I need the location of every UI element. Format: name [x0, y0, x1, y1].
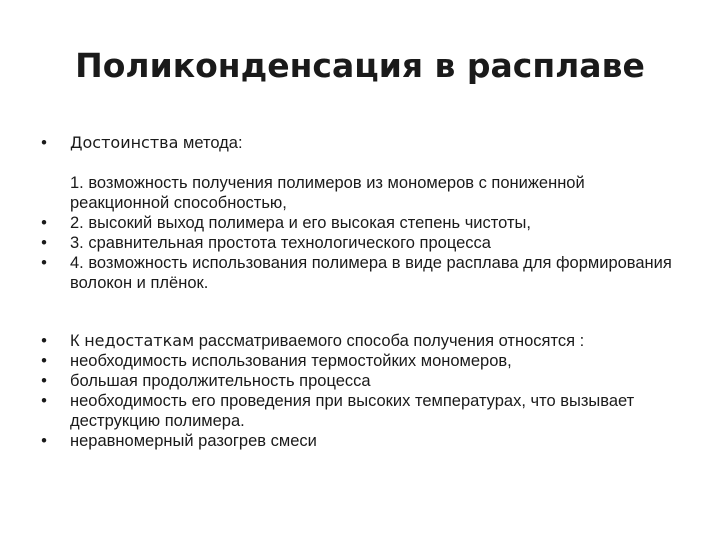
disadvantages-list — [38, 331, 678, 451]
bullet-icon: • — [41, 332, 47, 350]
advantages-list — [38, 133, 678, 153]
advantages-items — [38, 173, 678, 293]
list-item-text: неравномерный разогрев смеси — [70, 432, 317, 450]
bullet-icon: • — [41, 392, 47, 410]
bullet-icon: • — [41, 214, 47, 232]
list-item — [38, 213, 678, 233]
list-item-text: 4. возможность использования полимера в виде расплава для формирования волокон и плёнок. — [70, 254, 672, 292]
list-item — [38, 233, 678, 253]
advantages-heading — [38, 133, 678, 153]
disadvantages-heading-text: рассматриваемого способа получения относятся : — [194, 332, 585, 350]
list-item — [38, 371, 678, 391]
list-item-text: 1. возможность получения полимеров из мономеров с пониженной реакционной способностью, — [70, 174, 585, 212]
list-item — [38, 173, 678, 213]
disadvantages-heading-emphasis: недостаткам — [84, 331, 195, 350]
advantages-heading-emphasis: Достоинства — [70, 133, 179, 152]
bullet-icon: • — [41, 254, 47, 272]
list-item — [38, 253, 678, 293]
list-item-text: необходимость использования термостойких мономеров, — [70, 352, 512, 370]
list-item — [38, 391, 678, 431]
bullet-icon: • — [41, 134, 47, 152]
advantages-heading-text: метода: — [178, 134, 243, 152]
bullet-icon: • — [41, 372, 47, 390]
list-item-text: 3. сравнительная простота технологического процесса — [70, 234, 491, 252]
list-item-text: необходимость его проведения при высоких температурах, что вызывает деструкцию полимера. — [70, 392, 635, 430]
slide-title: Поликонденсация в расплаве — [75, 46, 645, 85]
bullet-icon: • — [41, 432, 47, 450]
list-item-text: 2. высокий выход полимера и его высокая степень чистоты, — [70, 214, 531, 232]
list-item — [38, 351, 678, 371]
bullet-icon: • — [41, 234, 47, 252]
bullet-icon: • — [41, 352, 47, 370]
disadvantages-heading-prefix: К — [70, 332, 85, 350]
list-item — [38, 431, 678, 451]
list-item-text: большая продолжительность процесса — [70, 372, 371, 390]
disadvantages-heading — [38, 331, 678, 351]
